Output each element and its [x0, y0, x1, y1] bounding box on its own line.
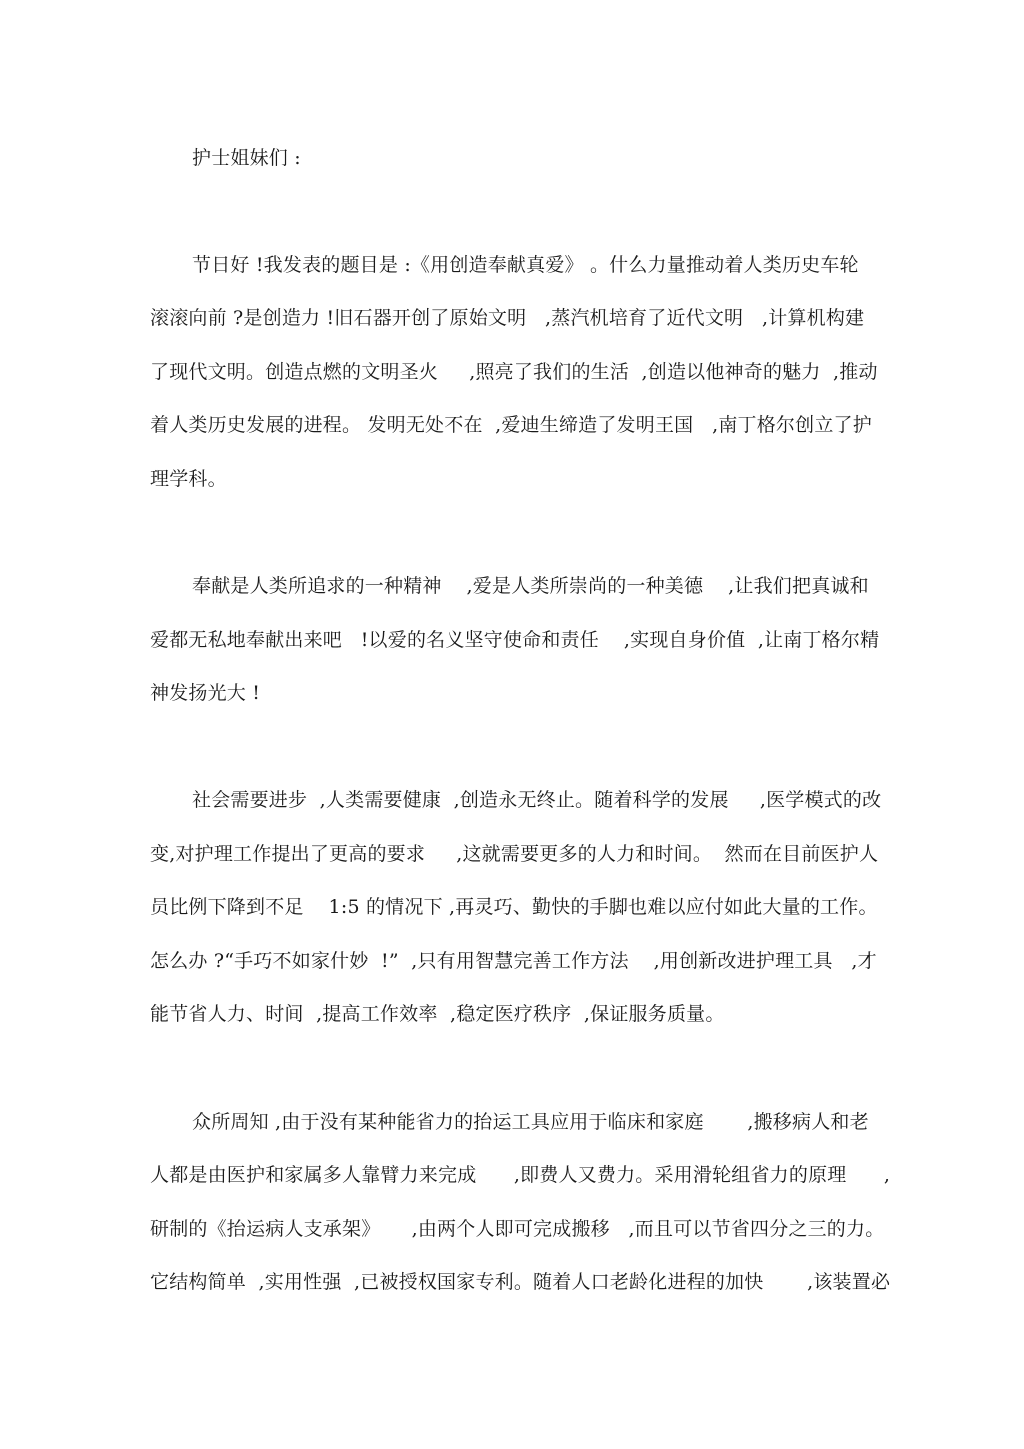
paragraph-line: 爱都无私地奉献出来吧 !以爱的名义坚守使命和责任 ,实现自身价值 ,让南丁格尔精 [150, 629, 880, 651]
paragraph-line: 能节省人力、时间 ,提高工作效率 ,稳定医疗秩序 ,保证服务质量。 [150, 1003, 725, 1025]
paragraph-line: 它结构简单 ,实用性强 ,已被授权国家专利。随着人口老龄化进程的加快 ,该装置必 [150, 1271, 891, 1293]
paragraph-line: 理学科。 [150, 468, 227, 490]
paragraph-line: 研制的《抬运病人支承架》 ,由两个人即可完成搬移 ,而且可以节省四分之三的力。 [150, 1218, 885, 1240]
paragraph-line: 变,对护理工作提出了更高的要求 ,这就需要更多的人力和时间。 然而在目前医护人 [150, 843, 879, 865]
paragraph-line: 神发扬光大 ! [150, 682, 261, 704]
paragraph-line: 着人类历史发展的进程。 发明无处不在 ,爱迪生缔造了发明王国 ,南丁格尔创立了护 [150, 414, 872, 436]
paragraph-line: 社会需要进步 ,人类需要健康 ,创造永无终止。随着科学的发展 ,医学模式的改 [192, 789, 882, 811]
paragraph-line: 众所周知 ,由于没有某种能省力的抬运工具应用于临床和家庭 ,搬移病人和老 [192, 1111, 869, 1133]
paragraph-line: 人都是由医护和家属多人靠臂力来完成 ,即费人又费力。采用滑轮组省力的原理 , [150, 1164, 891, 1186]
greeting: 护士姐妹们 : [192, 147, 301, 169]
paragraph-line: 怎么办 ?“手巧不如家什妙 !” ,只有用智慧完善工作方法 ,用创新改进护理工具 ,才 [150, 950, 877, 972]
paragraph-line: 了现代文明。创造点燃的文明圣火 ,照亮了我们的生活 ,创造以他神奇的魅力 ,推动 [150, 361, 878, 383]
paragraph-line: 滚滚向前 ?是创造力 !旧石器开创了原始文明 ,蒸汽机培育了近代文明 ,计算机构建 [150, 307, 865, 329]
paragraph-line: 节日好 !我发表的题目是 :《用创造奉献真爱》 。什么力量推动着人类历史车轮 [192, 254, 859, 276]
paragraph-line: 奉献是人类所追求的一种精神 ,爱是人类所崇尚的一种美德 ,让我们把真诚和 [192, 575, 869, 597]
paragraph-line: 员比例下降到不足 1:5 的情况下 ,再灵巧、勤快的手脚也难以应付如此大量的工作。 [150, 896, 878, 918]
